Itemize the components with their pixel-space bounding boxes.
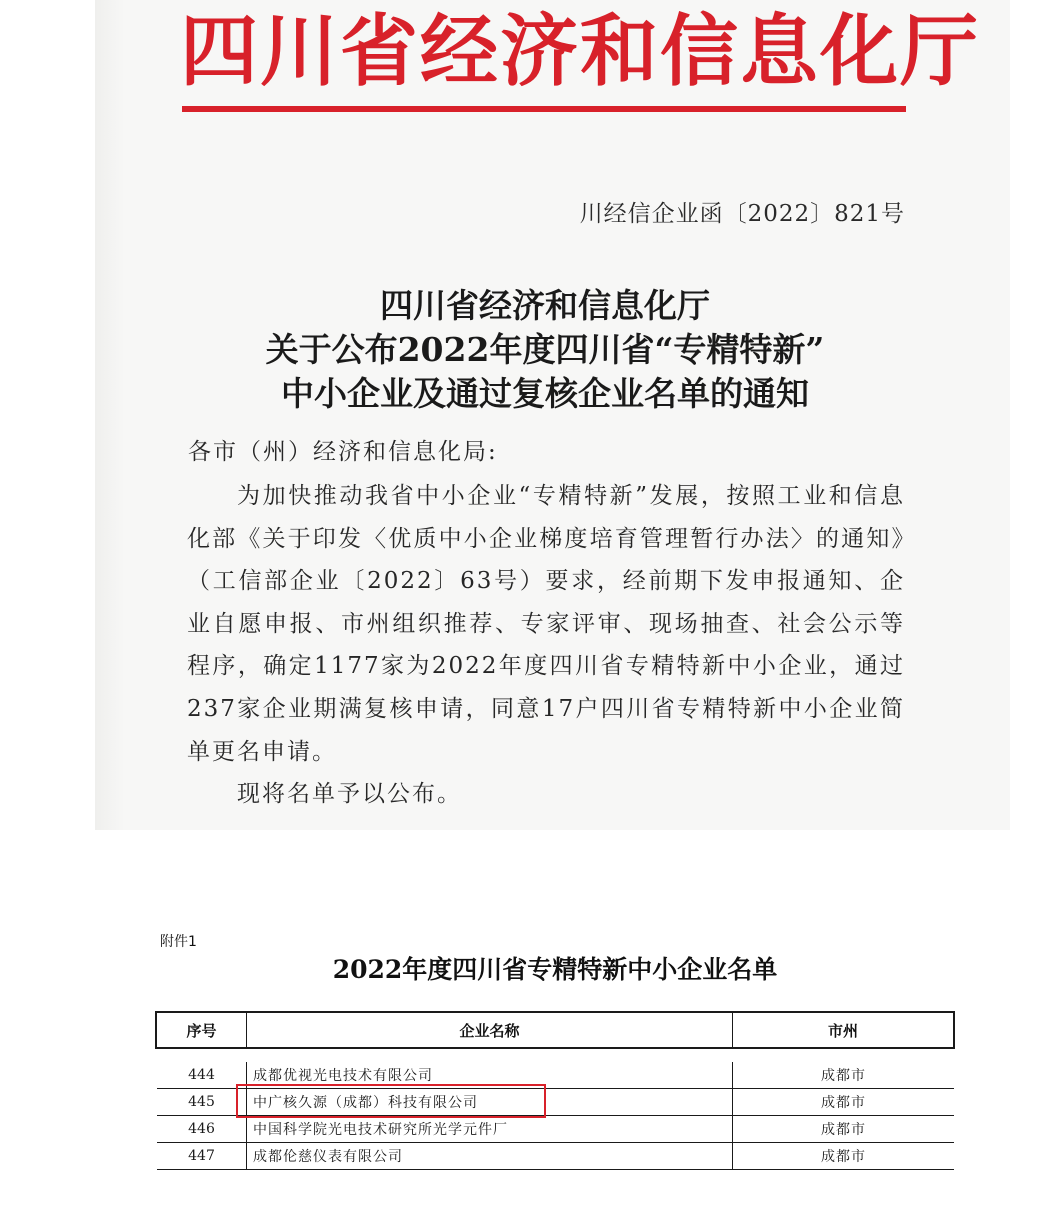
company-city: 成都市 [821, 1095, 866, 1111]
document-title-line-1: 四川省经济和信息化厅 [380, 286, 710, 325]
column-header-number: 序号 [157, 1013, 247, 1047]
letterhead-red-rule [182, 106, 906, 112]
row-number: 447 [157, 1143, 247, 1169]
company-name: 成都优视光电技术有限公司 [247, 1062, 733, 1088]
row-number: 444 [157, 1062, 247, 1088]
company-name: 中广核久源（成都）科技有限公司 [247, 1089, 733, 1115]
enterprise-table-body [157, 1058, 954, 1181]
letter-salutation: 各市（州）经济和信息化局: [188, 439, 498, 465]
table-row [157, 1143, 954, 1170]
company-city: 成都市 [821, 1068, 866, 1084]
annex-label: 附件1 [160, 934, 197, 950]
document-number: 川经信企业函〔2022〕821号 [579, 201, 905, 227]
scan-edge-shadow [95, 0, 125, 830]
letter-body-paragraph: 为加快推动我省中小企业“专精特新”发展，按照工业和信息化部《关于印发〈优质中小企业梯度培育管理暂行办法〉的通知》（工信部企业〔2022〕63号）要求，经前期下发申报通知、企业自愿申报、市州组织推荐、专家评审、现场抽查、社会公示等程序，确定1177家为2022年度四川省专精特新中小企业，通过237家企业期满复核申请，同意17户四川省专精特新中小企业简单更名申请。 [187, 483, 905, 765]
enterprise-table-header [155, 1011, 955, 1049]
document-title-line-2: 关于公布2022年度四川省“专精特新” [265, 330, 825, 369]
enterprise-list-title: 2022年度四川省专精特新中小企业名单 [332, 955, 778, 984]
organization-letterhead: 四川省经济和信息化厅 [180, 7, 981, 97]
company-name: 成都伦慈仪表有限公司 [247, 1143, 733, 1169]
column-header-company-name: 企业名称 [247, 1013, 733, 1047]
document-title-line-3: 中小企业及通过复核企业名单的通知 [281, 374, 809, 413]
company-city: 成都市 [821, 1149, 866, 1165]
row-number: 446 [157, 1116, 247, 1142]
column-header-city: 市州 [827, 1021, 858, 1040]
highlighted-company-box [236, 1084, 546, 1118]
table-row [157, 1116, 954, 1143]
company-city: 成都市 [821, 1122, 866, 1138]
row-number: 445 [157, 1089, 247, 1115]
letter-closing: 现将名单予以公布。 [237, 781, 462, 807]
company-name: 中国科学院光电技术研究所光学元件厂 [247, 1116, 733, 1142]
